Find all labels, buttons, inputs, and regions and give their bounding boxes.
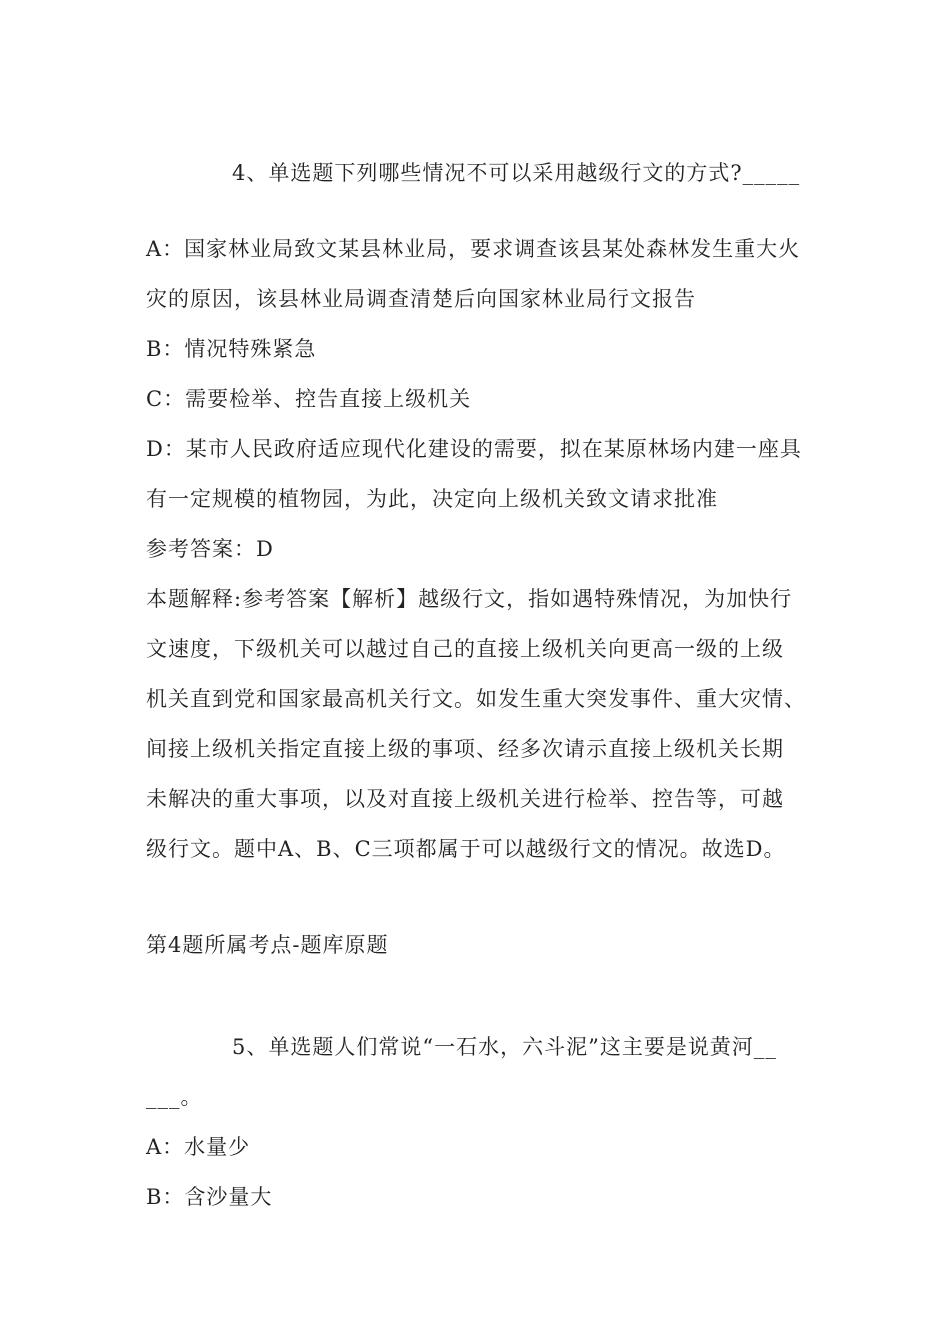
question-4-option-b: B：情况特殊紧急: [146, 337, 317, 361]
question-4-option-a-line-1: A：国家林业局致文某县林业局，要求调查该县某处森林发生重大火: [146, 237, 801, 261]
question-5-stem-line-2: ___。: [146, 1085, 203, 1109]
question-4-explanation-line-2: 文速度，下级机关可以越过自己的直接上级机关向更高一级的上级: [146, 637, 784, 661]
question-4-explanation-line-4: 间接上级机关指定直接上级的事项、经多次请示直接上级机关长期: [146, 737, 784, 761]
question-4-explanation-line-3: 机关直到党和国家最高机关行文。如发生重大突发事件、重大灾情、: [146, 687, 806, 711]
question-4-explanation-line-5: 未解决的重大事项，以及对直接上级机关进行检举、控告等，可越: [146, 787, 784, 811]
question-4-point: 第4题所属考点-题库原题: [146, 933, 389, 957]
question-4-answer: 参考答案：D: [146, 537, 274, 561]
question-4-stem: 4、单选题下列哪些情况不可以采用越级行文的方式?_____: [232, 161, 801, 185]
question-4-option-a-line-2: 灾的原因，该县林业局调查清楚后向国家林业局行文报告: [146, 287, 696, 311]
question-4-option-d-line-2: 有一定规模的植物园，为此，决定向上级机关致文请求批准: [146, 487, 718, 511]
question-4-explanation-line-1: 本题解释:参考答案【解析】越级行文，指如遇特殊情况，为加快行: [146, 587, 793, 611]
question-5-stem-line-1: 5、单选题人们常说“一石水，六斗泥”这主要是说黄河__: [232, 1035, 777, 1059]
question-4-explanation-line-6: 级行文。题中A、B、C三项都属于可以越级行文的情况。故选D。: [146, 837, 786, 861]
question-4-option-d-line-1: D：某市人民政府适应现代化建设的需要，拟在某原林场内建一座具: [146, 437, 802, 461]
question-4-option-c: C：需要检举、控告直接上级机关: [146, 387, 472, 411]
question-5-option-a: A：水量少: [146, 1135, 251, 1159]
question-5-option-b: B：含沙量大: [146, 1185, 273, 1209]
